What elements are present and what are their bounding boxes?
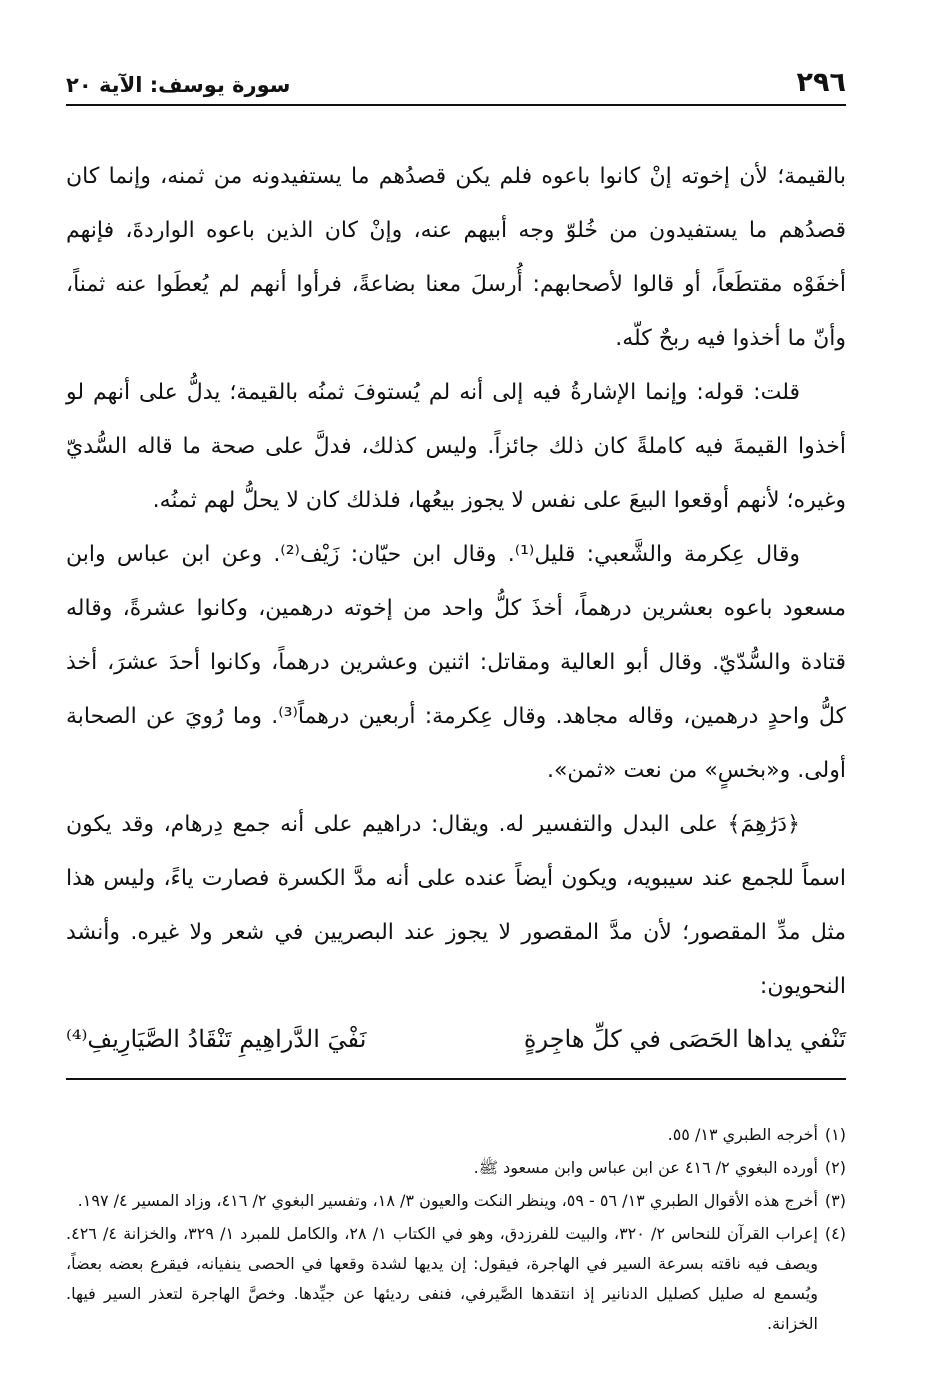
footnote-number: (٢) xyxy=(824,1158,846,1177)
page-number: ٢٩٦ xyxy=(796,67,846,98)
verse-first-hemistich: تَنْفي يداها الحَصَى في كلِّ هاجِرةٍ xyxy=(523,1025,846,1053)
footnote-separator xyxy=(66,1078,846,1080)
footnotes xyxy=(66,1120,846,1339)
paragraph-2: قلت: قوله: وإنما الإشارةُ فيه إلى أنه لم يُستوفَ ثمنُه بالقيمة؛ يدلُّ على أنهم لو أخذوا القيمةَ فيه كاملةً كان ذلك جائزاً. وليس كذلك، فدلَّ على صحة ما قاله السُّديّ وغيره؛ لأنهم أوقعوا البيعَ على نفس لا يجوز بيعُها، فلذلك كان لا يحلُّ لهم ثمنُه. xyxy=(66,380,846,513)
verse-second-hemistich: نَفْيَ الدَّراهِيمِ تَنْقَادُ الصَّيَارِيفِ⁽⁴⁾ xyxy=(66,1025,367,1053)
paragraph-4: ﴿دَرَٰهِمَ﴾ على البدل والتفسير له. ويقال: دراهيم على أنه جمع دِرهام، وقد يكون اسماً للجمع عند سيبويه، ويكون أيضاً عنده على أنه مدَّ الكسرة فصارت ياءً، وليس هذا مثل مدِّ المقصور؛ لأن مدَّ المقصور لا يجوز عند البصريين في شعر ولا غيره. وأنشد النحويون: xyxy=(66,812,846,999)
footnote-number: (٣) xyxy=(824,1191,846,1210)
header-rule xyxy=(66,104,846,106)
body-text xyxy=(66,150,846,1014)
footnote-1 xyxy=(66,1120,846,1150)
footnote-3 xyxy=(66,1186,846,1216)
paragraph-3: وقال عِكرمة والشَّعبي: قليل⁽¹⁾. وقال ابن حيّان: زَيْف⁽²⁾. وعن ابن عباس وابن مسعود باعوه بعشرين درهماً، أخذَ كلُّ واحد من إخوته درهمين، وكانوا عشرةً، وقاله قتادة والسُّدّيّ. وقال أبو العالية ومقاتل: اثنين وعشرين درهماً، وكانوا أحدَ عشرَ، أخذ كلُّ واحدٍ درهمين، وقاله مجاهد. وقال عِكرمة: أربعين درهماً⁽³⁾. وما رُويَ عن الصحابة أولى. و«بخسٍ» من نعت «ثمن». xyxy=(66,542,846,783)
footnote-2 xyxy=(66,1153,846,1183)
footnote-text: إعراب القرآن للنحاس ٢/ ٣٢٠، والبيت للفرزدق، وهو في الكتاب ١/ ٢٨، والكامل للمبرد ١/ ٣٢٩، والخزانة ٤/ ٤٢٦. ويصف فيه ناقته بسرعة السير في الهاجرة، فيقول: إن يديها لشدة وقعها في الحصى ينفيانه، فيقرع بعضه بعضاً، ويُسمع له صليل كصليل الدنانير إذ انتقدها الصَّيرفي، فنفى رديئها عن جيِّدها. وخصَّ الهاجرة لتعذر السير فيها. الخزانة. xyxy=(66,1224,818,1333)
footnote-text: أورده البغوي ٢/ ٤١٦ عن ابن عباس وابن مسعود ﷺ. xyxy=(473,1158,818,1177)
footnote-4 xyxy=(66,1219,846,1339)
page-header xyxy=(66,60,846,102)
page xyxy=(66,60,846,1342)
poetry-verse xyxy=(66,1016,846,1062)
running-title: سورة يوسف: الآية ٢٠ xyxy=(66,73,291,97)
footnote-number: (١) xyxy=(824,1125,846,1144)
paragraph-1: بالقيمة؛ لأن إخوته إنْ كانوا باعوه فلم يكن قصدُهم ما يستفيدونه من ثمنه، وإنما كان قصدُهم ما يستفيدون من خُلوّ وجه أبيهم عنه، وإنْ كان الذين باعوه الواردةَ، فإنهم أخفَوْه مقتطَعاً، أو قالوا لأصحابهم: أُرسلَ معنا بضاعةً، فرأوا أنهم لم يُعطَوا عنه ثمناً، وأنّ ما أخذوا فيه ربحٌ كلّه. xyxy=(66,164,846,351)
footnote-number: (٤) xyxy=(824,1224,846,1243)
footnote-text: أخرج هذه الأقوال الطبري ١٣/ ٥٦ - ٥٩، وينظر النكت والعيون ٣/ ١٨، وتفسير البغوي ٢/ ٤١٦، وزاد المسير ٤/ ١٩٧. xyxy=(77,1191,818,1210)
footnote-text: أخرجه الطبري ١٣/ ٥٥. xyxy=(667,1125,818,1144)
